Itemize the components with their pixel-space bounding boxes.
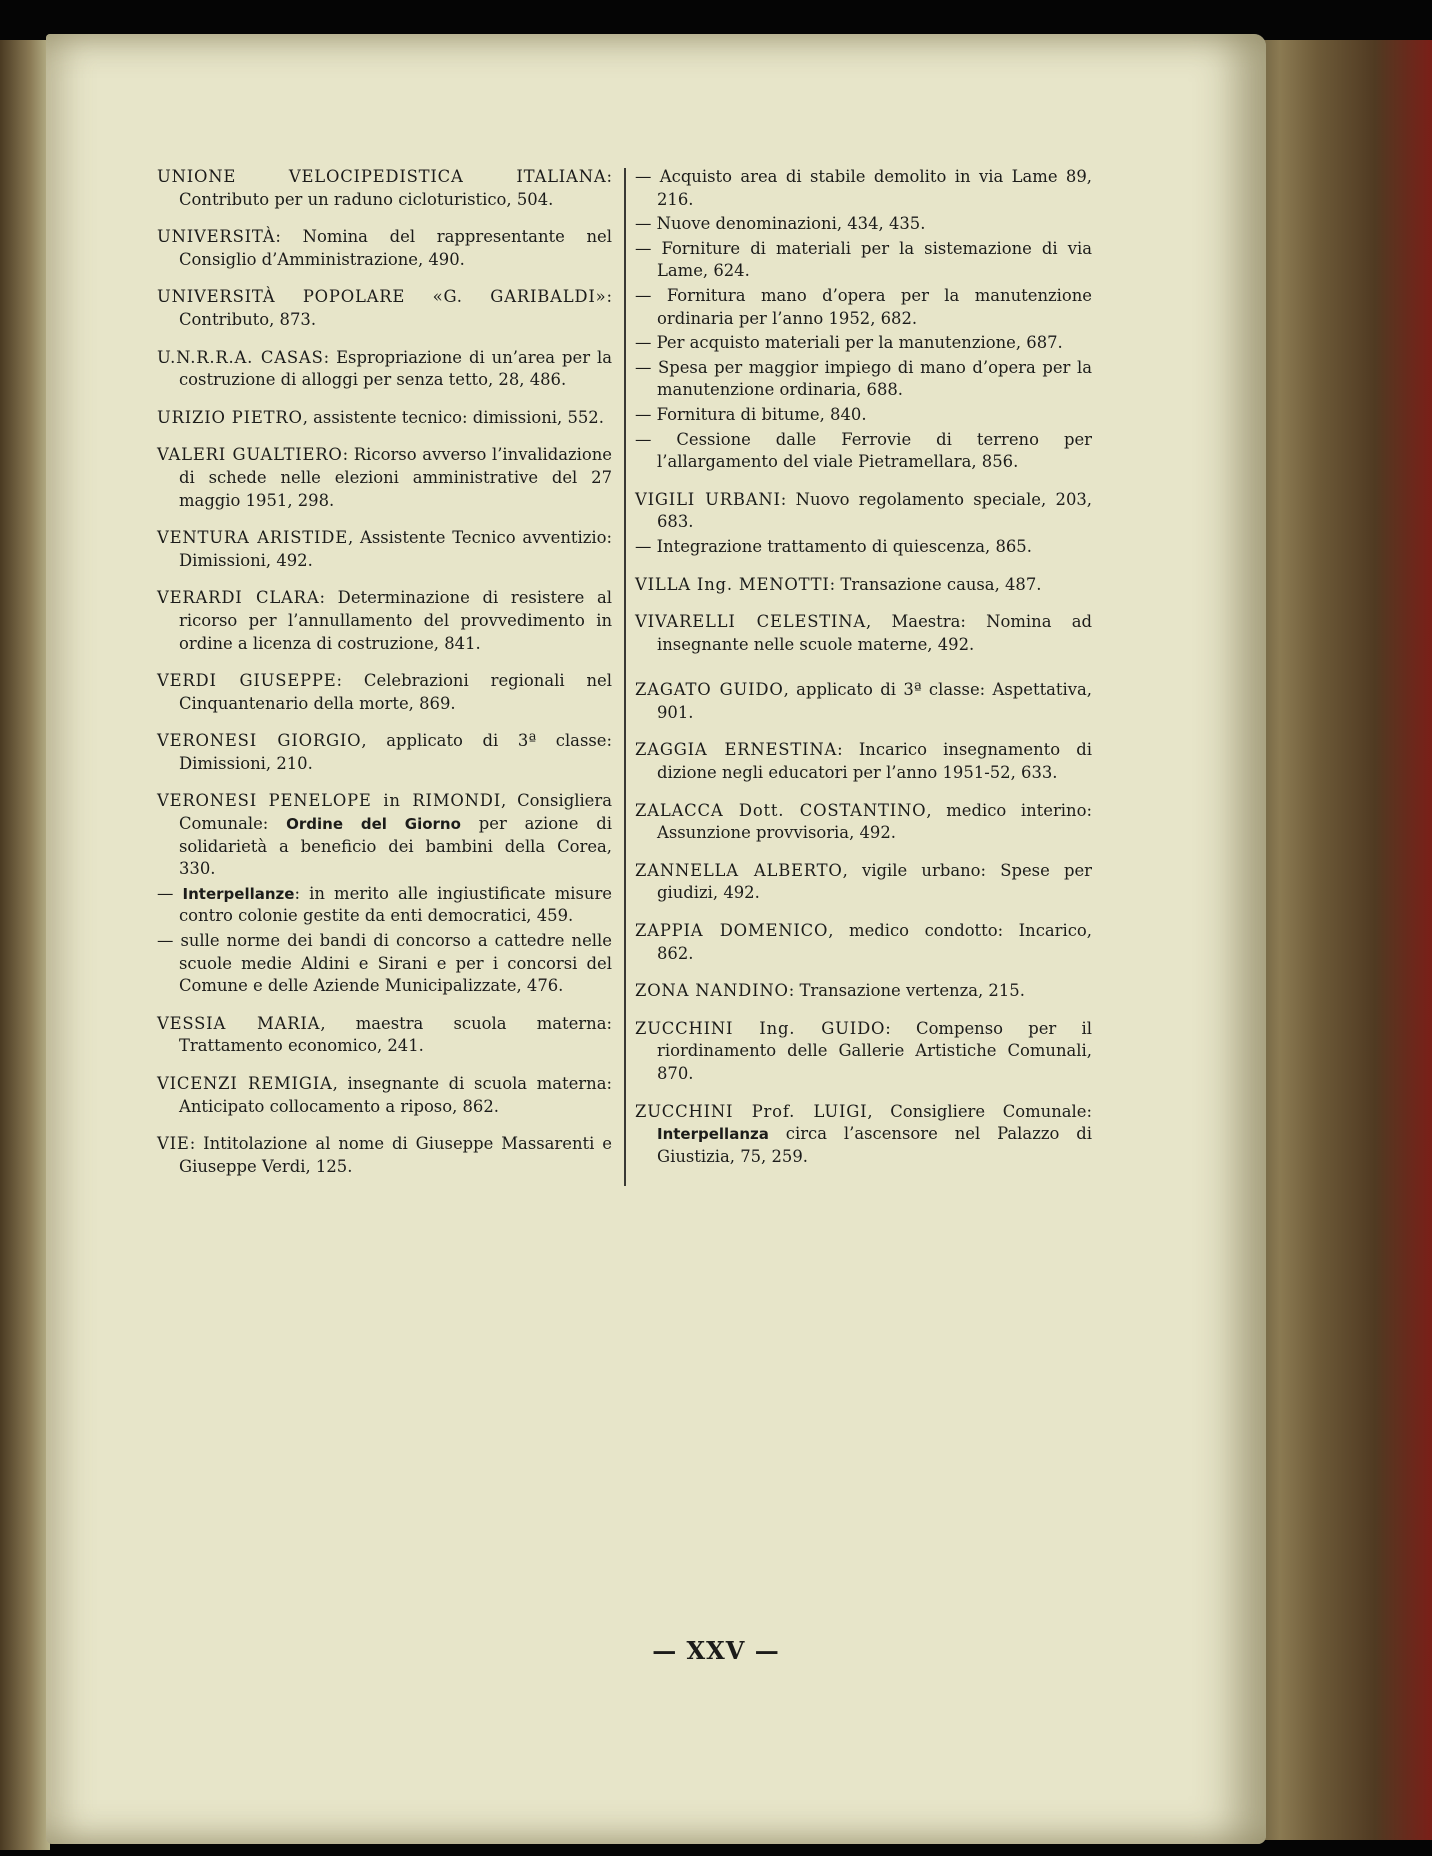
entry-text: Espropriazione di un’area per la costruzione di alloggi per senza tetto, 28, 486. [179,347,612,390]
index-entry [635,611,1092,656]
entry-separator: : [336,671,342,691]
index-subentry [635,285,1092,330]
entry-heading: ZAGGIA ERNESTINA [635,740,838,760]
index-entry [635,1018,1092,1086]
right-column [635,166,1092,1183]
index-entry [157,444,612,512]
index-entry [635,980,1092,1003]
index-entry [635,860,1092,905]
entry-heading: UNIVERSITÀ POPOLARE «G. GARIBALDI» [157,287,607,307]
entry-separator: , [332,1074,338,1093]
entry-heading: U.N.R.R.A. CASAS [157,347,324,367]
entry-text: applicato di 3ª classe: Aspettativa, 901. [657,680,1092,722]
entry-heading: ZUCCHINI Ing. GUIDO [635,1018,886,1038]
entry-text: Determinazione di resistere al ricorso per l’annullamento del provvedimento in ordine a licenza di costruzione, 841. [179,588,612,653]
index-entry [635,739,1092,784]
index-subentry [635,166,1092,211]
index-entry [635,679,1092,724]
index-entry [157,587,612,655]
entry-text: Forniture di materiali per la sistemazione di via Lame, 624. [657,238,1092,281]
index-subentry [157,883,612,928]
index-entry [635,800,1092,845]
entry-heading: ZUCCHINI Prof. LUIGI [635,1101,868,1121]
entry-separator: : [606,287,612,307]
entry-separator: , [842,860,848,880]
entry-text: Intitolazione al nome di Giuseppe Massarenti e Giuseppe Verdi, 125. [179,1134,612,1176]
entry-text: Nuove denominazioni, 434, 435. [656,214,926,234]
index-entry [635,920,1092,965]
index-entry [635,574,1092,597]
entry-prefix: Consigliera Comunale: [179,791,612,834]
entry-separator: , [302,407,308,427]
index-entry [157,407,612,430]
entry-text: insegnante di scuola materna: Anticipato collocamento a riposo, 862. [179,1074,612,1116]
entry-dash: — [157,931,181,951]
entry-separator: : [788,981,795,1001]
entry-separator: : [319,588,325,608]
entry-heading: VENTURA ARISTIDE [157,528,349,548]
index-subentry [635,536,1092,559]
entry-text: Integrazione trattamento di quiescenza, 865. [656,536,1032,556]
index-entry [157,527,612,572]
entry-separator: : [885,1018,891,1038]
index-subentry [157,930,612,998]
entry-separator: : [323,347,330,367]
entry-text: Transazione vertenza, 215. [794,981,1025,1001]
entry-heading: ZAGATO GUIDO [635,680,784,700]
entry-text: Maestra: Nomina ad insegnante nelle scuole materne, 492. [657,612,1092,654]
entry-text: Fornitura mano d’opera per la manutenzione ordinaria per l’anno 1952, 682. [657,285,1093,328]
entry-text: maestra scuola materna: Trattamento economico, 241. [179,1013,612,1056]
index-entry [157,1073,612,1118]
index-subentry [635,429,1092,474]
entry-text: Per acquisto materiali per la manutenzione, 687. [656,333,1063,353]
index-entry [157,1013,612,1058]
entry-separator: , [361,731,367,751]
entry-separator: : [275,227,281,247]
entry-heading: VIGILI URBANI [635,489,781,509]
entry-text: per azione di solidarietà a beneficio dei bambini della Corea, 330. [179,814,612,879]
entry-heading: VICENZI REMIGIA [157,1074,333,1093]
entry-text: assistente tecnico: dimissioni, 552. [307,407,604,427]
entry-separator: : [837,740,843,760]
entry-heading: VERDI GIUSEPPE [157,671,337,691]
index-entry [635,1101,1092,1169]
entry-heading: VERARDI CLARA [157,588,320,608]
entry-heading: ZALACCA Dott. COSTANTINO [635,800,927,820]
index-entry [157,670,612,715]
entry-text: medico condotto: Incarico, 862. [657,921,1092,963]
index-entry [157,347,612,392]
index-entry [157,1133,612,1178]
left-column [157,166,612,1193]
index-entry [157,226,612,271]
left-page-edge [0,40,50,1850]
entry-text: Compenso per il riordinamento delle Gallerie Artistiche Comunali, 870. [657,1018,1092,1083]
entry-separator: , [926,800,932,820]
entry-text: Incarico insegnamento di dizione negli educatori per l’anno 1951-52, 633. [657,740,1092,783]
entry-heading: VESSIA MARIA [157,1013,321,1033]
index-subentry [635,213,1092,236]
column-divider [624,168,626,1186]
entry-separator: : [829,574,836,594]
entry-text: Spesa per maggior impiego di mano d’opera per la manutenzione ordinaria, 688. [657,357,1092,400]
entry-dash: — [635,167,660,186]
entry-separator: , [783,680,789,700]
entry-heading: VERONESI GIORGIO [157,731,362,751]
entry-dash: — [635,536,657,556]
index-subentry [635,357,1092,402]
book-page-block [1242,40,1432,1840]
entry-text: Contributo per un raduno cicloturistico, 504. [179,189,554,209]
entry-separator: , [866,612,872,632]
entry-heading: URIZIO PIETRO [157,407,303,427]
entry-text: Fornitura di bitume, 840. [656,404,867,424]
index-subentry [635,404,1092,427]
entry-bold-term: Interpellanza [657,1125,769,1144]
entry-text: vigile urbano: Spese per giudizi, 492. [657,860,1092,903]
entry-separator: : [780,489,787,509]
entry-heading: UNIVERSITÀ [157,227,276,247]
entry-heading: ZAPPIA DOMENICO [635,921,829,941]
entry-text: : in merito alle ingiustificate misure contro colonie gestite da enti democratici, 459. [179,883,613,926]
entry-separator: , [501,791,507,811]
entry-bold-term: Interpellanze [182,884,295,903]
entry-text: Transazione causa, 487. [835,574,1042,594]
entry-text: applicato di 3ª classe: Dimissioni, 210. [179,731,612,773]
entry-text: circa l’ascensore nel Palazzo di Giustizia, 75, 259. [657,1124,1092,1166]
entry-dash: — [157,883,183,903]
index-entry [157,790,612,880]
entry-dash: — [635,333,657,353]
entry-text: Ricorso avverso l’invalidazione di schede nelle elezioni amministrative del 27 maggio 1951, 298. [179,445,613,510]
entry-text: Cessione dalle Ferrovie di terreno per l’allargamento del viale Pietramellara, 856. [657,429,1092,472]
index-entry [635,489,1092,534]
entry-dash: — [635,429,677,449]
entry-heading: VILLA Ing. MENOTTI [635,574,830,594]
entry-text: Acquisto area di stabile demolito in via Lame 89, 216. [657,167,1092,209]
entry-heading: ZANNELLA ALBERTO [635,860,843,880]
entry-heading: VERONESI PENELOPE in RIMONDI [157,791,501,811]
entry-heading: VALERI GUALTIERO [157,445,343,465]
entry-dash: — [635,238,662,258]
entry-heading: VIE [157,1134,190,1154]
index-subentry [635,238,1092,283]
entry-text: sulle norme dei bandi di concorso a cattedre nelle scuole medie Aldini e Sirani e per i concorsi del Comune e delle Aziende Municipalizzate, 476. [179,931,612,996]
page-folio: — XXV — [652,1636,780,1665]
entry-heading: UNIONE VELOCIPEDISTICA ITALIANA [157,167,607,186]
index-subentry [635,332,1092,355]
entry-separator: : [189,1134,196,1154]
index-entry [157,166,612,211]
entry-text: Nomina del rappresentante nel Consiglio d’Amministrazione, 490. [179,227,612,269]
entry-heading: ZONA NANDINO [635,981,789,1001]
entry-separator: : [606,167,612,186]
entry-dash: — [635,404,657,424]
entry-separator: : [342,445,349,465]
entry-text: Contributo, 873. [179,309,317,329]
index-entry [157,286,612,331]
entry-prefix: Consigliere Comunale: [872,1101,1092,1121]
entry-dash: — [635,357,658,377]
entry-heading: VIVARELLI CELESTINA [635,612,867,632]
entry-separator: , [867,1101,873,1121]
entry-text: medico interino: Assunzione provvisoria, 492. [657,800,1092,843]
entry-separator: , [320,1013,326,1033]
index-entry [157,730,612,775]
entry-dash: — [635,214,657,234]
entry-dash: — [635,285,667,305]
entry-text: Assistente Tecnico avventizio: Dimissioni, 492. [179,528,612,570]
entry-bold-term: Ordine del Giorno [286,815,461,834]
entry-separator: , [828,921,834,941]
entry-text: Celebrazioni regionali nel Cinquantenario della morte, 869. [179,671,613,713]
entry-separator: , [348,528,354,548]
entry-text: Nuovo regolamento speciale, 203, 683. [657,489,1093,532]
